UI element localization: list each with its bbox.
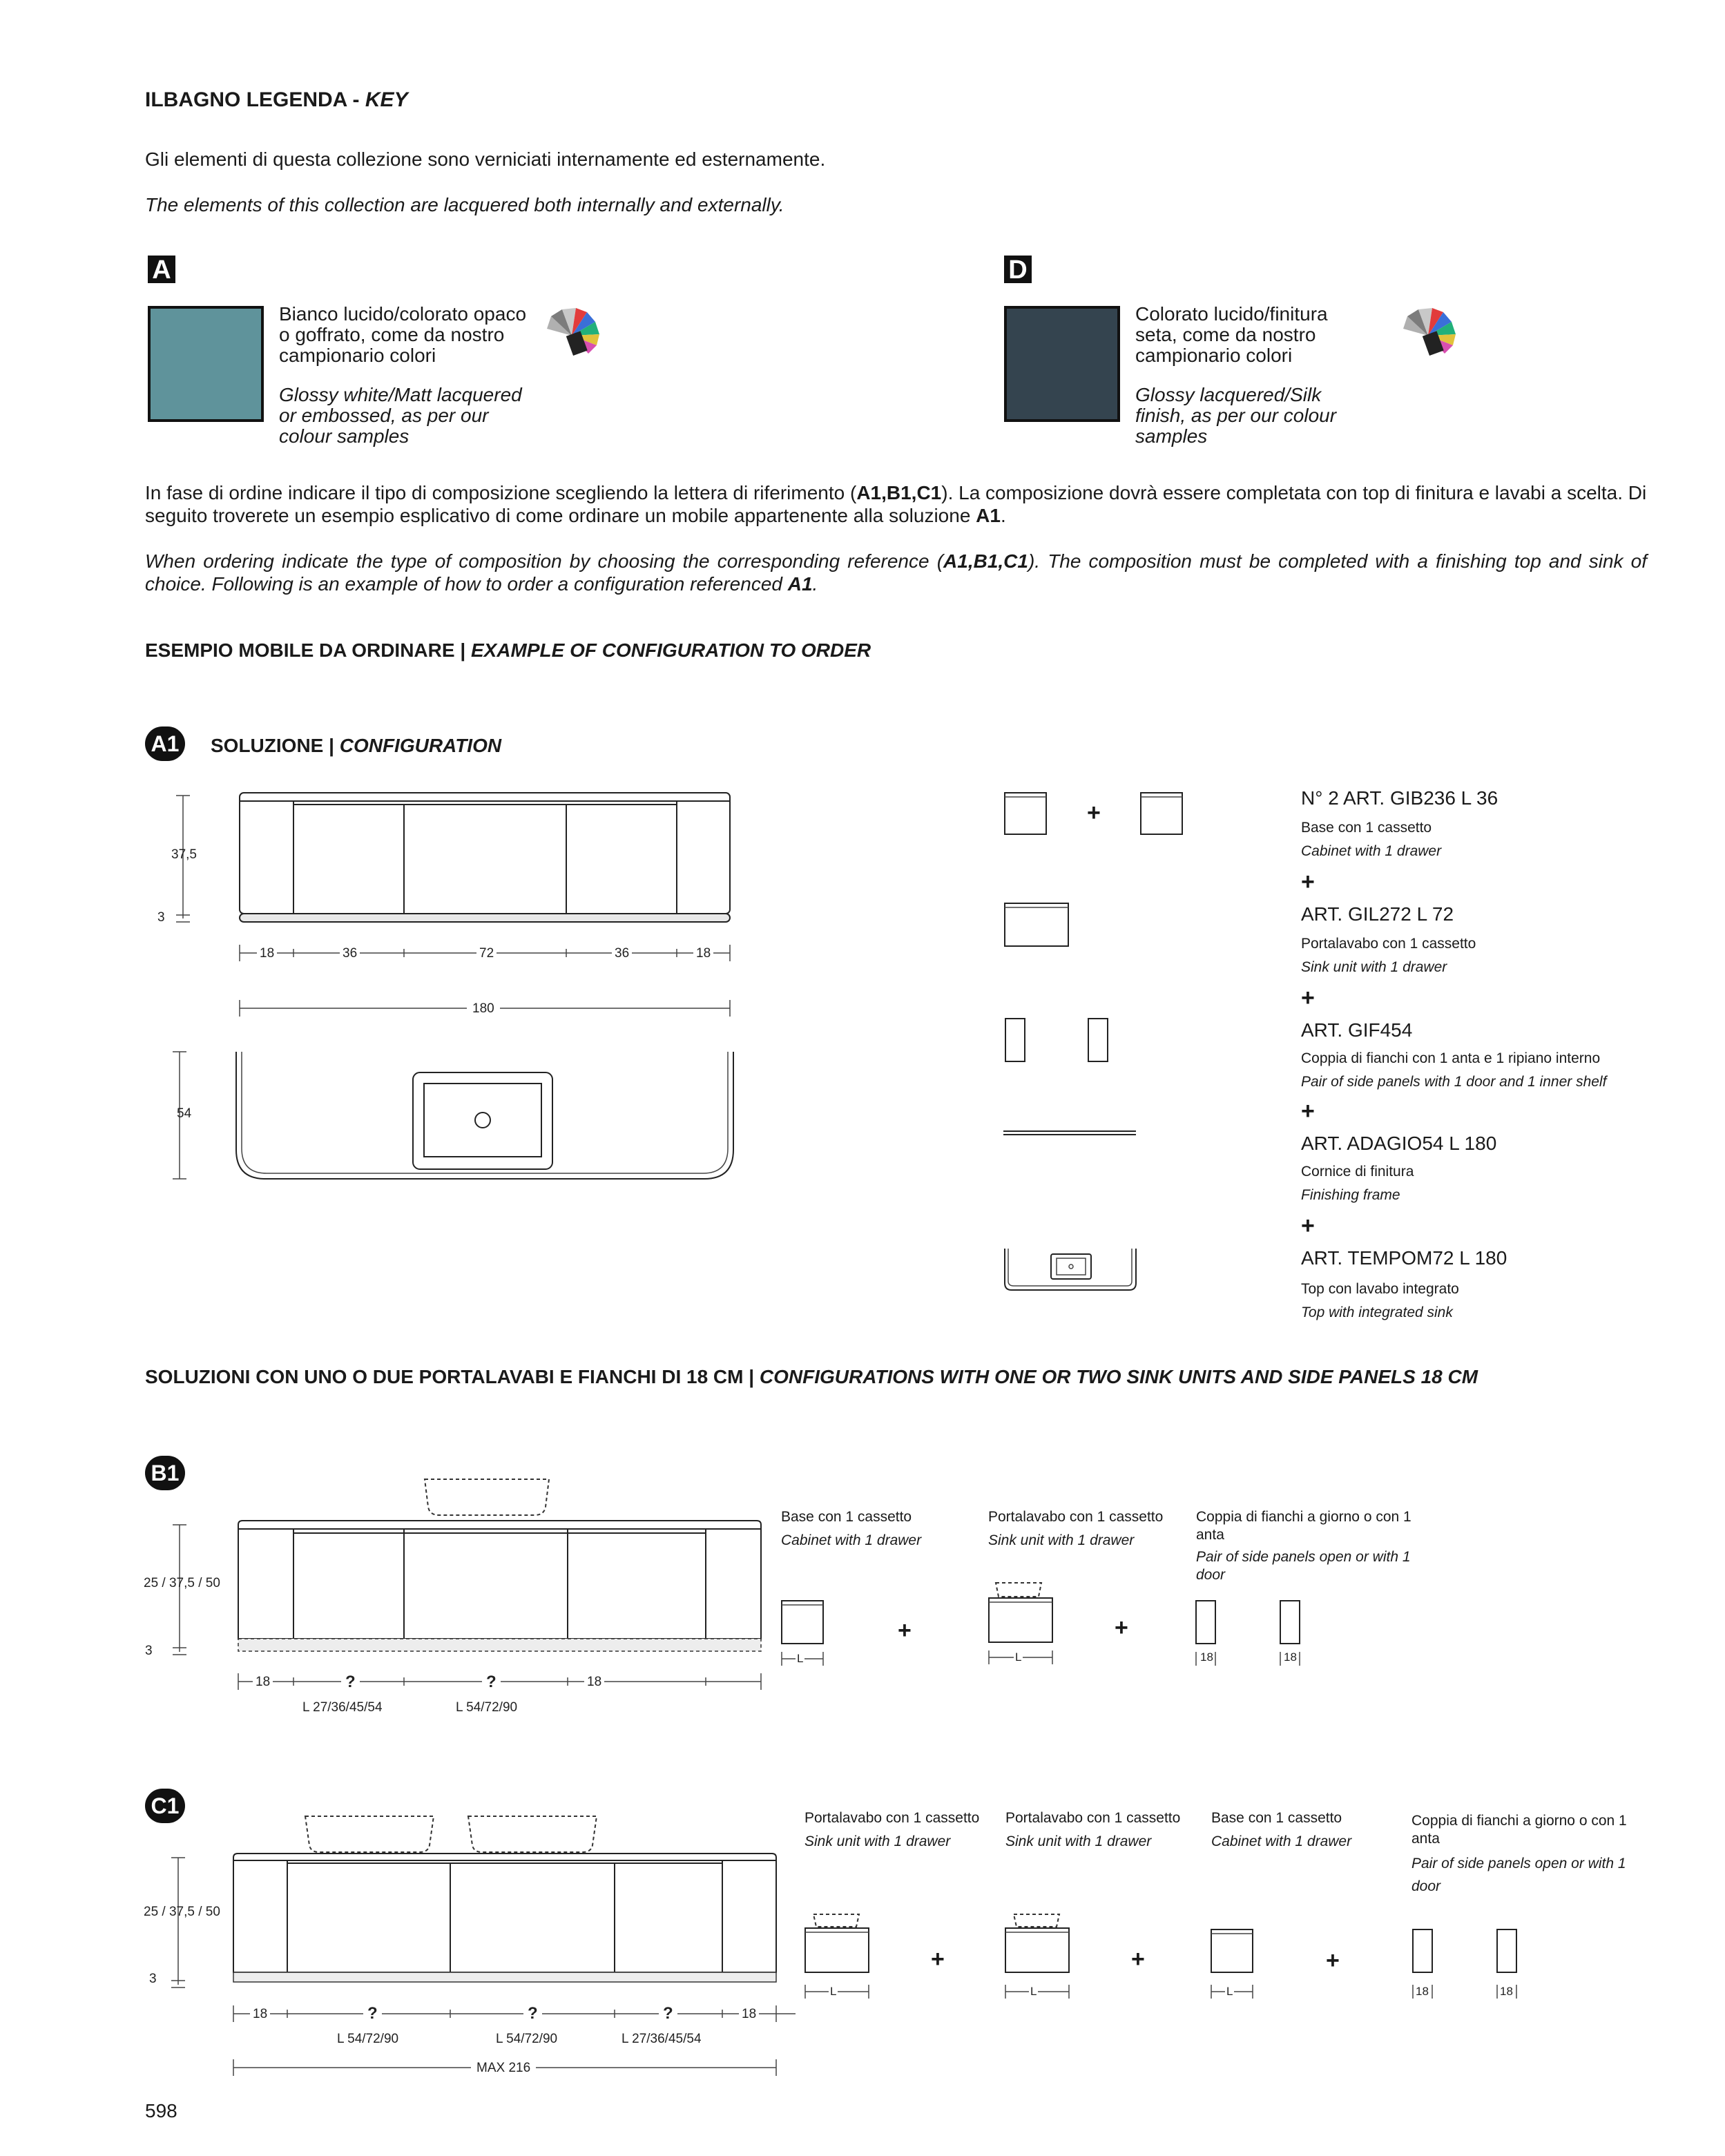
c1-item3-dim: L	[1226, 1985, 1233, 1998]
b1-item1-it: Base con 1 cassetto	[781, 1509, 912, 1525]
b1-plus-1: +	[898, 1617, 912, 1644]
b1-dim-frame: 3	[145, 1644, 153, 1658]
b1-item3-dim-a: 18	[1200, 1650, 1213, 1664]
a1-plus-3: +	[1301, 1098, 1315, 1124]
a1-dim-frame: 3	[157, 910, 165, 925]
a1-dim-w1: 18	[257, 946, 277, 961]
b1-dim-l1: L 27/36/45/54	[302, 1700, 383, 1715]
a1-top-drawing	[138, 1046, 760, 1198]
colour-fan-icon-d	[1400, 304, 1463, 366]
c1-item1-it: Portalavabo con 1 cassetto	[804, 1810, 980, 1826]
a1-dim-w2: 36	[340, 946, 360, 961]
color-swatch-a	[148, 306, 264, 422]
c1-dim-q2: ?	[523, 2004, 542, 2023]
page-title: ILBAGNO LEGENDA - KEY	[145, 88, 408, 111]
b1-dim-q2: ?	[482, 1673, 501, 1692]
c1-item1-en: Sink unit with 1 drawer	[804, 1833, 951, 1849]
c1-dim-height: 25 / 37,5 / 50	[144, 1905, 220, 1919]
c1-plus-1: +	[931, 1946, 945, 1972]
b1-dim-side-left: 18	[253, 1675, 273, 1690]
c1-dim-side-left: 18	[250, 2007, 270, 2022]
a1-item1-en: Cabinet with 1 drawer	[1301, 843, 1442, 859]
a1-item5-art: ART. TEMPOM72 L 180	[1301, 1247, 1507, 1269]
b1-item3-dim-b: 18	[1284, 1650, 1297, 1664]
b1-dim-height: 25 / 37,5 / 50	[144, 1576, 220, 1590]
c1-item4-en: Pair of side panels open or with 1 door	[1411, 1856, 1626, 1894]
c1-plus-2: +	[1131, 1946, 1145, 1972]
finish-a-label-it: Bianco lucido/colorato opaco o goffrato, come da nostro campionario colori	[279, 303, 527, 366]
a1-plus-2: +	[1301, 985, 1315, 1011]
a1-item5-en: Top with integrated sink	[1301, 1305, 1453, 1320]
b1-item1-dim: L	[797, 1652, 804, 1665]
a1-item3-it: Coppia di fianchi con 1 anta e 1 ripiano interno	[1301, 1050, 1601, 1066]
ordering-english: When ordering indicate the type of composition by choosing the corresponding reference (A1,B1,C1). The composition must be completed with a finishing top and sink of choice. Following is an example of how to order a configuration referenced A1.	[145, 550, 1648, 595]
a1-dim-w3: 72	[476, 946, 497, 961]
c1-item3-en: Cabinet with 1 drawer	[1211, 1833, 1352, 1849]
color-swatch-d	[1004, 306, 1120, 422]
c1-dim-l2: L 54/72/90	[496, 2032, 558, 2046]
a1-item2-it: Portalavabo con 1 cassetto	[1301, 936, 1476, 952]
finish-d-label-en: Glossy lacquered/Silk finish, as per our colour samples	[1135, 384, 1337, 447]
b1-item-icons	[773, 1575, 1326, 1685]
a1-item3-en: Pair of side panels with 1 door and 1 inner shelf	[1301, 1074, 1607, 1090]
a1-item2-en: Sink unit with 1 drawer	[1301, 959, 1447, 975]
b1-item2-dim: L	[1015, 1650, 1022, 1664]
c1-item-icons	[801, 1906, 1519, 2017]
c1-dim-frame: 3	[149, 1972, 157, 1986]
c1-item2-en: Sink unit with 1 drawer	[1005, 1833, 1152, 1849]
b1-dim-l2: L 54/72/90	[456, 1700, 518, 1715]
c1-dim-max: MAX 216	[471, 2061, 536, 2076]
colour-fan-icon-a	[544, 304, 606, 366]
c1-item2-dim: L	[1030, 1985, 1037, 1998]
badge-b1: B1	[145, 1456, 185, 1490]
a1-plus-icons: +	[1087, 800, 1101, 826]
intro-english: The elements of this collection are lacquered both internally and externally.	[145, 194, 784, 215]
b1-plus-2: +	[1115, 1615, 1128, 1641]
finish-d-label-it: Colorato lucido/finitura seta, come da nostro campionario colori	[1135, 303, 1328, 366]
a1-item4-en: Finishing frame	[1301, 1187, 1400, 1203]
b1-item1-en: Cabinet with 1 drawer	[781, 1532, 922, 1548]
example-heading: ESEMPIO MOBILE DA ORDINARE | EXAMPLE OF CONFIGURATION TO ORDER	[145, 639, 871, 661]
a1-item4-art: ART. ADAGIO54 L 180	[1301, 1133, 1497, 1154]
c1-dim-side-right: 18	[739, 2007, 759, 2022]
a1-item-icons	[994, 787, 1215, 1312]
c1-item4-it: Coppia di fianchi a giorno o con 1 anta	[1411, 1813, 1627, 1847]
c1-plus-3: +	[1326, 1947, 1340, 1974]
b1-item3-en: Pair of side panels open or with 1 door	[1196, 1549, 1411, 1583]
ordering-italian: In fase di ordine indicare il tipo di composizione scegliendo la lettera di riferimento (A1,B1,C1). La composizione dovrà essere completata con top di finitura e lavabi a scelta. Di seguito troverete un esempio esplicativo di come ordinare un mobile appartenente alla soluzione A1.	[145, 482, 1647, 526]
finish-a-label-en: Glossy white/Matt lacquered or embossed, as per our colour samples	[279, 384, 522, 447]
c1-dim-q3: ?	[659, 2004, 677, 2023]
b1-dim-side-right: 18	[584, 1675, 604, 1690]
b1-dim-q1: ?	[341, 1673, 360, 1692]
a1-item3-art: ART. GIF454	[1301, 1019, 1413, 1041]
c1-item1-dim: L	[830, 1985, 837, 1998]
a1-dim-w4: 36	[612, 946, 632, 961]
a1-item2-art: ART. GIL272 L 72	[1301, 903, 1454, 925]
finish-letter-a: A	[148, 256, 175, 283]
c1-dim-l3: L 27/36/45/54	[621, 2032, 702, 2046]
c1-item2-it: Portalavabo con 1 cassetto	[1005, 1810, 1181, 1826]
b1-item2-en: Sink unit with 1 drawer	[988, 1532, 1135, 1548]
intro-italian: Gli elementi di questa collezione sono verniciati internamente ed esternamente.	[145, 148, 826, 170]
c1-item4-dim-a: 18	[1416, 1985, 1429, 1998]
a1-item5-it: Top con lavabo integrato	[1301, 1281, 1459, 1297]
solutions-heading: SOLUZIONI CON UNO O DUE PORTALAVABI E FIANCHI DI 18 CM | CONFIGURATIONS WITH ONE OR TWO SINK UNITS AND SIDE PANELS 18 CM	[145, 1366, 1478, 1387]
a1-item1-art: N° 2 ART. GIB236 L 36	[1301, 787, 1498, 809]
a1-dim-w5: 18	[693, 946, 713, 961]
c1-dim-q1: ?	[363, 2004, 382, 2023]
b1-item2-it: Portalavabo con 1 cassetto	[988, 1509, 1164, 1525]
a1-plus-1: +	[1301, 869, 1315, 895]
badge-a1: A1	[145, 726, 185, 761]
a1-title: SOLUZIONE | CONFIGURATION	[211, 735, 502, 756]
a1-item1-it: Base con 1 cassetto	[1301, 820, 1432, 836]
a1-plus-4: +	[1301, 1213, 1315, 1239]
a1-dim-height: 37,5	[171, 847, 197, 862]
c1-item3-it: Base con 1 cassetto	[1211, 1810, 1342, 1826]
finish-letter-d: D	[1004, 256, 1032, 283]
page-number: 598	[145, 2100, 177, 2121]
c1-item4-dim-b: 18	[1500, 1985, 1513, 1998]
c1-front-drawing	[138, 1809, 801, 2086]
a1-dim-depth: 54	[177, 1106, 192, 1121]
badge-c1: C1	[145, 1789, 185, 1823]
b1-item3-it: Coppia di fianchi a giorno o con 1 anta	[1196, 1509, 1411, 1543]
c1-dim-l1: L 54/72/90	[337, 2032, 399, 2046]
a1-dim-total: 180	[467, 1001, 500, 1017]
a1-item4-it: Cornice di finitura	[1301, 1164, 1414, 1180]
